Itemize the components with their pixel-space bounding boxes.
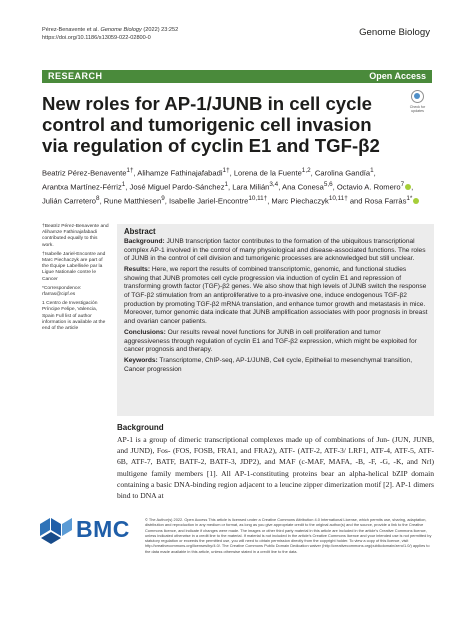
orcid-icon[interactable] [405,184,411,190]
abstract-background: Background: JUNB transcription factor contributes to the formation of the ubiquitous transcriptional complex AP-1 involved in the control of many physiological and disease-associated functions. The roles of JUNB in the control of cell division and tumorigenic processes are acknowledged but still unclear. [124,238,426,263]
article-title: New roles for AP-1/JUNB in cell cycle control and tumorigenic cell invasion via regulation of cyclin E1 and TGF-β2 [42,93,380,156]
citation-line: Pérez-Benavente et al. Genome Biology (2022) 23:252 [42,27,179,33]
author-notes-sidebar [42,224,109,335]
bmc-logo-text: BMC [76,516,130,542]
abstract-heading: Abstract [124,227,156,236]
author-line: Julián Carretero$^8$, Rune Matthiesen$^9$, Isabelle Jariel-Encontre$^{10,11\dagger}$, Marc Piechaczyk$^{10,11\dagger}$ and Rosa Farràs$^{1*}$ [42,193,434,207]
license-notice: © The Author(s) 2022. Open Access This article is licensed under a Creative Commons Attribution 4.0 International License, which permits use, sharing, adaptation, distribution and reproduction in any medium or format, as long as you give appropriate credit to the original author(s) and the source, provide a link to the Creative Commons licence, and indicate if changes were made. The images or other third party material in this article are included in the article's Creative Commons licence, unless indicated otherwise in a credit line to the material. If material is not included in the article's Creative Commons licence and your intended use is not permitted by statutory regulation or exceeds the permitted use, you will need to obtain permission directly from the copyright holder. To view a copy of this licence, visit http://creativecommons.org/licenses/by/4.0/. The Creative Commons Public Domain Dedication waiver (http://creativecommons.org/publicdomain/zero/1.0/) applies to the data made available in this article, unless otherwise stated in a credit line to the data. [145,517,432,554]
abstract-results: Results: Here, we report the results of combined transcriptomic, genomic, and functional studies showing that JUNB promotes cell cycle progression via induction of cyclin E1 and repression of transforming growth factor (TGF)-β2 genes. We also show that high levels of JUNB switch the response of TGF-β2 stimulation from an antiproliferative to a pro-invasive one, induce endogenous TGF-β2 production by promoting TGF-β2 mRNA translation, and enhance tumor growth and metastasis in mice. Moreover, tumor genomic data indicate that JUNB amplification associates with poor prognosis in breast and ovarian cancer patients. [124,266,428,325]
team-note: †Isabelle Jariel-Encontre and Marc Piechaczyk are part of the Équipe Labellisée par la Ligue Nationale contre le Cancer [42,251,106,282]
bmc-logo [40,514,136,544]
bmc-logo-icon [40,514,74,544]
check-for-updates-badge[interactable]: Check for updates [404,90,430,116]
background-paragraph: AP-1 is a group of dimeric transcriptional complexes made up of combinations of Jun- (JUN, JUNB, and JUND), Fos- (FOS, FOSB, FRA1, and FRA2), ATF- (ATF-2, ATF-3/ LRF1, ATF-4, ATF-5, ATF-6B, ATF-7, BATF, BATF-2, BATF-3, JDP2), and MAF (c-MAF, MAFA, -B, -F, -G, -K, and Nrl) multigene family members [1]. All AP-1-constituting proteins bear an alpha-helical bZIP domain containing a basic DNA-binding region adjacent to a leucine zipper dimerization motif [2]. AP-1 dimers bind to DNA at [117,435,434,501]
article-type-label: RESEARCH [48,71,103,81]
equal-contribution-note: †Beatriz Pérez-Benavente and Alihamze Fathinajafabadi contributed equally to this work. [42,224,109,248]
doi-link[interactable]: https://doi.org/10.1186/s13059-022-02800-0 [42,34,151,41]
abstract-keywords: Keywords: Transcriptome, ChIP-seq, AP-1/JUNB, Cell cycle, Epithelial to mesenchymal transition, Cancer progression [124,357,413,373]
check-updates-icon [411,90,424,103]
abstract-conclusions: Conclusions: Our results reveal novel functions for JUNB in cell proliferation and tumor aggressiveness through regulation of cyclin E1 and TGF-β2 expression, which might be exploited for cancer prognosis and therapy. [124,328,417,354]
orcid-icon[interactable] [413,198,419,204]
journal-name: Genome Biology [359,27,430,38]
running-header [42,27,178,42]
affiliation-note: 1 Centro de Investigación Príncipe Felipe, Valencia, Spain Full list of author information is available at the end of the article [42,301,106,332]
author-line: Arantxa Martínez-Férriz$^1$, José Miguel Pardo-Sánchez$^1$, Lara Milián$^{3,4}$, Ana Conesa$^{5,6}$, Octavio A. Romero$^7$ , [42,180,414,192]
abstract-box [117,224,434,416]
author-line: Beatriz Pérez-Benavente$^{1\dagger}$, Alihamze Fathinajafabadi$^{1\dagger}$, Lorena de la Fuente$^{1,2}$, Carolina Gandía$^1$, [42,167,376,178]
background-heading: Background [117,423,164,432]
correspondence-note: *Correspondence: rfarras@cipf.es [42,285,82,298]
author-list [42,165,434,207]
open-access-label: Open Access [369,71,426,81]
